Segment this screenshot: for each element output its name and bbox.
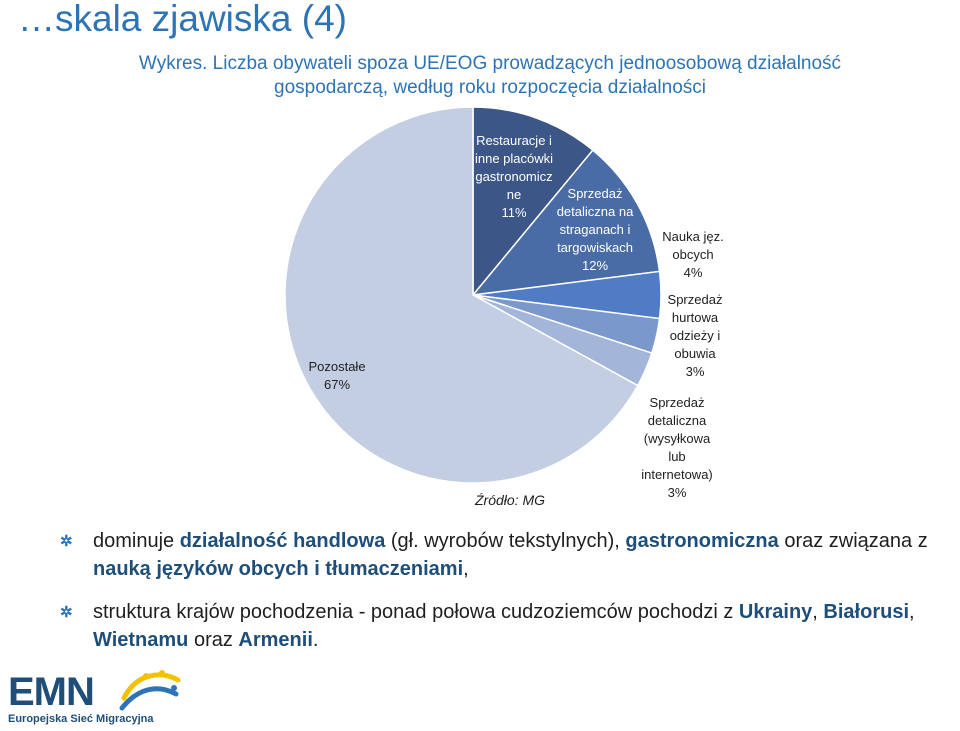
label-pct: 4% xyxy=(683,265,703,280)
logo-wordmark: EMN xyxy=(8,670,94,714)
bullet-part: oraz związana z xyxy=(778,530,928,552)
bullet-part: oraz xyxy=(188,629,239,651)
bullet-item xyxy=(60,527,960,583)
bullet-text xyxy=(93,598,960,654)
label-pct: 67% xyxy=(323,377,351,392)
label-line: obuwia xyxy=(674,346,716,361)
chart-source: Źródło: MG xyxy=(475,492,546,508)
label-line: ne xyxy=(506,187,522,202)
pie-label-wysylkowa xyxy=(632,394,722,500)
pie-label-pozostale xyxy=(296,358,378,394)
label-line: Nauka jęz. xyxy=(662,229,724,244)
bullet-part-bold: gastronomiczna xyxy=(625,530,779,552)
bullet-part: struktura krajów pochodzenia - ponad połowa cudzoziemców pochodzi z xyxy=(93,601,739,623)
bullet-list xyxy=(60,527,960,669)
label-line: straganach i xyxy=(559,222,631,237)
label-line: gastronomicz xyxy=(475,169,553,184)
chart-title-prefix: Wykres. xyxy=(138,53,208,74)
bullet-part-bold: działalność handlowa xyxy=(179,530,386,552)
label-pct: 3% xyxy=(667,485,687,500)
logo-subtitle: Europejska Sieć Migracyjna xyxy=(8,713,154,725)
emn-logo xyxy=(8,668,183,728)
bullet-text xyxy=(93,527,960,583)
label-pct: 11% xyxy=(501,205,527,220)
bullet-part: , xyxy=(812,601,824,623)
label-line: hurtowa xyxy=(671,310,719,325)
label-line: Pozostałe xyxy=(308,359,366,374)
bullet-part: , xyxy=(909,601,915,623)
label-line: targowiskach xyxy=(557,240,633,255)
pie-label-straganach xyxy=(546,185,644,275)
bullet-item xyxy=(60,598,960,654)
bullet-part: (gł. wyrobów tekstylnych), xyxy=(385,530,626,552)
label-line: internetowa) xyxy=(641,467,713,482)
bullet-part: . xyxy=(312,629,319,651)
pie-label-hurtowa xyxy=(655,291,735,381)
bullet-star-icon: ✲ xyxy=(60,533,73,550)
label-line: Sprzedaż xyxy=(649,395,705,410)
label-line: odzieży i xyxy=(669,328,721,343)
label-line: detaliczna na xyxy=(556,204,634,219)
bullet-star-icon: ✲ xyxy=(60,604,73,621)
logo-stars-icon xyxy=(116,668,182,716)
bullet-part-bold: Białorusi xyxy=(823,601,909,623)
bullet-part-bold: Ukrainy xyxy=(738,601,813,623)
bullet-part-bold: Armenii xyxy=(238,629,313,651)
label-line: Sprzedaż xyxy=(567,186,623,201)
label-line: Restauracje i xyxy=(476,133,552,148)
chart-title-text: Liczba obywateli spoza UE/EOG prowadzących jednoosobową działalność gospodarczą, według roku rozpoczęcia działalności xyxy=(212,53,842,98)
label-line: (wysyłkowa xyxy=(643,431,711,446)
pie-label-nauka xyxy=(653,228,733,282)
label-line: lub xyxy=(668,449,686,464)
bullet-part: dominuje xyxy=(93,530,180,552)
label-pct: 12% xyxy=(581,258,609,273)
pie-label-restauracje xyxy=(470,132,558,222)
bullet-part-bold: Wietnamu xyxy=(93,629,189,651)
label-line: detaliczna xyxy=(647,413,707,428)
label-line: obcych xyxy=(672,247,714,262)
bullet-part-bold: nauką języków obcych i tłumaczeniami xyxy=(93,558,464,580)
bullet-part: , xyxy=(463,558,469,580)
slide-title: …skala zjawiska (4) xyxy=(18,0,347,39)
label-line: Sprzedaż xyxy=(667,292,723,307)
label-line: inne placówki xyxy=(474,151,554,166)
label-pct: 3% xyxy=(685,364,705,379)
